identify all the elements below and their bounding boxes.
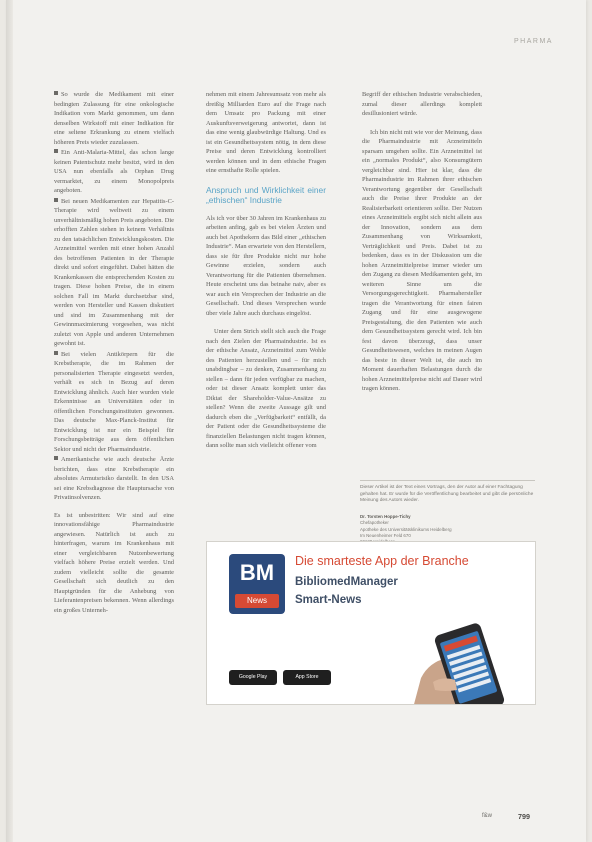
bullet-square-icon	[54, 351, 58, 355]
logo-letters: BM	[239, 560, 275, 585]
author-line: Apotheke des Universitätsklinikums Heidelberg	[360, 526, 452, 532]
author-line: Im Neuenheimer Feld 670	[360, 532, 411, 538]
list-item: Bei neuen Medikamenten zur Hepatitis-C-Therapie wird weltweit zu einem unverhältnismäßig hohen Preis angeboten. Die erhofften Zahlen stehen in keinem Verhältnis zu den tatsächlichen Entwicklungskosten. Die Arzneimittel werden mit einer hohen Anzahl des betroffenen Patienten in der Therapie direkt und sofort eingeführt. Dabei hätten die Krankenkassen die entsprechenden Kosten zu tragen. Diese hohen Preise, die in einem solchen Fall im Markt durchsetzbar sind, werden von Hersteller und Kassen diskutiert und sind im Zusammenhang mit der Gewinnmaximierung vorgesehen, was nicht zuletzt von Apple und anderen Unternehmen gewohnt ist.	[54, 197, 174, 347]
list-item: So wurde die Medikament mit einer bedingten Zulassung für eine onkologische Indikation vom Markt genommen, um dann denselben Wirkstoff mit einer Indikation für eine seltene Erkrankung zu einem vielfach höheren Preis wieder zuzulassen.	[54, 91, 174, 146]
bullet-square-icon	[54, 149, 58, 153]
body-paragraph: Begriff der ethischen Industrie verabschieden, zumal dieser allerdings komplett desillusioniert würde.	[362, 91, 482, 117]
google-play-badge[interactable]: Google Play	[229, 670, 277, 685]
page-binding-shadow	[6, 0, 13, 842]
body-paragraph: Es ist unbestritten: Wir sind auf eine innovationsfähige Pharmaindustrie angewiesen. Natürlich ist auch zu hinterfragen, warum im Krankenhaus mit einer vergleichbaren Nutzenbewertung vielfach höhere Preise erzielt werden. Und zudem vielleicht sollte die gesamte Gesellschaft sich deutlich zu den Hauptgründen für die Anhebung von Lieferantenpreisen bekennen. Wenn allerdings ein großes Unterneh-	[54, 511, 174, 614]
app-advertisement[interactable]	[206, 541, 536, 705]
app-store-badge[interactable]: App Store	[283, 670, 331, 685]
article-column-3	[362, 90, 482, 470]
bm-news-logo	[229, 554, 285, 614]
author-line: Chefapotheker	[360, 520, 389, 526]
body-paragraph: Ich bin nicht mit wie vor der Meinung, dass die Pharmaindustrie mit Arzneimitteln sparsam umgehen sollte. Ein Arzneimittel ist ein „normales Produkt“, also Konsumgütern vergleichbar sind. Hier ist klar, dass die Pharmaindustrie im Rahmen ihrer ethischen Verantwortung gegenüber der Gesellschaft auch die Preise ihrer Produkte an der Realisierbarkeit orientieren sollte. Der Nutzen eines Arzneimittels ergibt sich nicht allein aus der Innovation, sondern aus dem Zusammenhang von Wirksamkeit, Verträglichkeit und Preis. Dabei ist zu bedenken, dass es in der Diskussion um die hohen Arzneimittelpreise immer wieder um den Zugang zu diesen Medikamenten geht, im weiteren Sinne um die Versorgungsgerechtigkeit. Pharmahersteller tragen die Verantwortung für einen fairen Zugang und für eine ausgewogene Preisgestaltung, die den Patienten wie auch dem Gesundheitssystem gerecht wird. Ich bin fest davon überzeugt, dass unser Gesundheitswesen, welches in meinen Augen das beste in dieser Welt ist, die auch im Moment dauerhaften Belastungen durch die hohen Arzneimittelpreise nicht auf Dauer wird tragen können.	[362, 128, 482, 392]
footer-brand: f&w	[482, 813, 493, 819]
page-number: 799	[518, 812, 530, 821]
hand-holding-phone-icon	[403, 618, 523, 705]
magazine-page	[6, 0, 586, 842]
section-tag: PHARMA	[514, 38, 553, 45]
editor-note: Dieser Artikel ist der Text eines Vortrags, den der Autor auf einer Fachtagung gehalten hat. Er wurde für die Veröffentlichung bearbeitet und gibt die persönliche Meinung des Autors wieder.	[360, 480, 535, 505]
body-paragraph: Unter dem Strich stellt sich auch die Frage nach den Zielen der Pharmaindustrie. Ist es der ethische Ansatz, Arzneimittel zum Wohle des Patienten herzustellen und – für mich unabdingbar – zu denken, Zusammenhang zu stellen – dann für jeden verfügbar zu machen, oder ist dieser Ansatz komplett unter das Diktat der Shareholder-Value-Ansätze zu stellen? Wenn die zweite Aussage gilt und dadurch eben die „Verfügbarkeit“ entfällt, da der Patient oder die Gesundheitssysteme die finanziellen Belastungen nicht tragen können, dann sollte man sich vielleicht offener vom	[206, 328, 326, 449]
ad-title: BibliomedManager	[295, 576, 398, 588]
body-paragraph: Als ich vor über 30 Jahren im Krankenhaus zu arbeiten anfing, gab es bei vielen Ärzten und auch bei Apothekern das Bild einer „ethischen Industrie“. Man erwartete von den Herstellern, dass sie für ihre Produkte nicht nur hohe Gewinne erzielen, sondern auch Verantwortung für die Patienten übernehmen. Heute erscheint uns das beinahe naiv, aber es war auch ein Versprechen der Industrie an die Gesellschaft. Und dieses Versprechen wurde über viele Jahre auch durchaus eingelöst.	[206, 214, 326, 317]
ad-headline: Die smarteste App der Branche	[295, 554, 469, 568]
section-heading: Anspruch und Wirklichkeit einer „ethischen“ Industrie	[206, 184, 326, 205]
list-item: Bei vielen Antikörpern für die Krebstherapie, die im Rahmen der personalisierten Therapie eingesetzt werden, verhält es sich in Bezug auf deren Entwicklung ähnlich. Auch hier wurden viele Erkenntnisse an Universitäten oder in öffentlichen Forschungsinstituten gewonnen. Das deutsche Max-Planck-Institut für Entwicklung ist nur ein Beispiel für Forschungsbeiträge aus dem öffentlichen Sektor und nicht der Pharmaindustrie.	[54, 350, 174, 453]
list-item: Amerikanische wie auch deutsche Ärzte berichten, dass eine Krebstherapie ein absolutes Armutsrisiko darstellt. In den USA sei eine Krebsdiagnose die Hauptursache von Privatinsolvenzen.	[54, 456, 174, 501]
bullet-square-icon	[54, 198, 58, 202]
ad-subtitle: Smart-News	[295, 594, 362, 606]
article-column-1	[54, 90, 174, 830]
bullet-square-icon	[54, 456, 58, 460]
logo-news-badge: News	[235, 594, 279, 608]
list-item: Ein Anti-Malaria-Mittel, das schon lange keinen Patentschutz mehr besitzt, wird in den USA nun ebenfalls als Orphan Drug vermarktet, zu einem Monopolpreis angeboten.	[54, 149, 174, 194]
bullet-square-icon	[54, 91, 58, 95]
author-name: Dr. Torsten Hoppe-Tichy	[360, 514, 411, 519]
body-paragraph: nehmen mit einem Jahresumsatz von mehr als dreißig Milliarden Euro auf die Frage nach dem Umsatz pro Packung mit einer Auskunftsverweigerung antwortet, dann ist das eine wenig glaubwürdige Haltung. Und es ist ein Gesundheitssystem nötig, in dem diese Preise und deren Entwicklung kontrolliert werden können und in dem ethische Fragen eine ernsthafte Rolle spielen.	[206, 91, 326, 174]
